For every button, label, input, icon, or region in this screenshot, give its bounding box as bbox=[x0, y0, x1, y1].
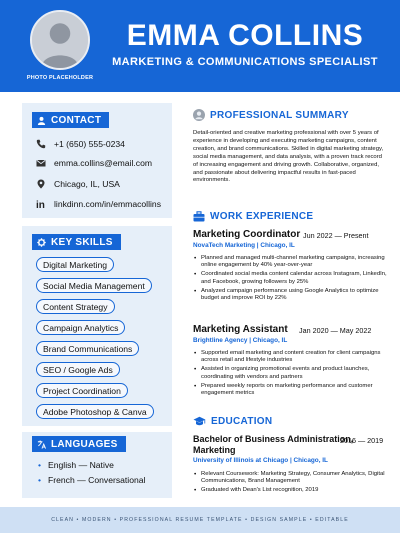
job-company: Brightline Agency | Chicago, IL bbox=[193, 337, 288, 344]
phone-icon bbox=[36, 139, 46, 149]
skill-tag: Campaign Analytics bbox=[36, 320, 125, 335]
user-icon bbox=[37, 116, 46, 125]
footer-text: CLEAN • MODERN • PROFESSIONAL RESUME TEMPLATE • DESIGN SAMPLE • EDITABLE bbox=[51, 517, 349, 523]
degree-line-1: Bachelor of Business Administration, bbox=[193, 434, 354, 444]
education-bullets bbox=[193, 471, 388, 496]
experience-heading bbox=[193, 211, 313, 222]
candidate-title: MARKETING & COMMUNICATIONS SPECIALIST bbox=[112, 56, 378, 68]
mail-icon bbox=[36, 158, 46, 168]
linkedin-icon bbox=[36, 199, 46, 209]
photo-placeholder bbox=[30, 10, 90, 70]
contact-heading bbox=[32, 112, 109, 128]
contact-heading-label: CONTACT bbox=[51, 114, 102, 126]
job-title: Marketing Assistant bbox=[193, 324, 288, 335]
language-item: • English — Native bbox=[38, 460, 114, 470]
education-heading bbox=[193, 416, 272, 427]
job-title: Marketing Coordinator bbox=[193, 229, 301, 240]
skill-tag: Adobe Photoshop & Canva bbox=[36, 404, 154, 419]
list-item: • Assisted in organizing promotional events and product launches, coordinating with vendors and partners bbox=[193, 366, 388, 381]
list-item: • Supported email marketing and content creation for client campaigns across retail and lifestyle industries bbox=[193, 350, 388, 365]
language-item: • French — Conversational bbox=[38, 475, 145, 485]
education-dates: 2016 — 2019 bbox=[340, 436, 384, 445]
location-text: Chicago, IL, USA bbox=[54, 179, 120, 189]
job-bullets bbox=[193, 350, 388, 399]
experience-heading-label: WORK EXPERIENCE bbox=[210, 211, 314, 222]
candidate-name: EMMA COLLINS bbox=[126, 19, 364, 52]
list-item: • Planned and managed multi-channel marketing campaigns, increasing online engagement by 40% year-over-year bbox=[193, 255, 388, 270]
list-item: • Relevant Coursework: Marketing Strategy, Consumer Analytics, Digital Communications, Brand Management bbox=[193, 471, 388, 486]
skill-tag: Digital Marketing bbox=[36, 257, 114, 272]
svg-text:in: in bbox=[36, 200, 45, 209]
contact-email[interactable] bbox=[36, 158, 152, 168]
languages-section bbox=[22, 432, 172, 498]
phone-text: +1 (650) 555-0234 bbox=[54, 139, 125, 149]
school-name: University of Illinois at Chicago | Chicago, IL bbox=[193, 457, 328, 464]
skill-tag: SEO / Google Ads bbox=[36, 362, 120, 377]
job-dates: Jun 2022 — Present bbox=[303, 231, 369, 240]
summary-heading bbox=[193, 109, 349, 121]
location-pin-icon bbox=[36, 179, 46, 189]
list-item: • Analyzed campaign performance using Google Analytics to optimize budget and improve ROI by 22% bbox=[193, 288, 388, 303]
contact-section bbox=[22, 103, 172, 218]
gear-icon bbox=[37, 238, 46, 247]
email-text[interactable]: emma.collins@email.com bbox=[54, 158, 153, 168]
translate-icon bbox=[37, 440, 46, 449]
skill-tag: Project Coordination bbox=[36, 383, 128, 398]
photo-label: PHOTO PLACEHOLDER bbox=[26, 75, 94, 81]
degree-line-2: Marketing bbox=[193, 445, 236, 455]
languages-heading-label: LANGUAGES bbox=[51, 438, 118, 450]
contact-location bbox=[36, 179, 120, 189]
linkedin-text[interactable]: linkdinn.com/in/emmacollins bbox=[54, 199, 161, 209]
footer-strip bbox=[0, 507, 400, 533]
job-company: NovaTech Marketing | Chicago, IL bbox=[193, 242, 295, 249]
graduation-cap-icon bbox=[193, 416, 206, 427]
profile-avatar-icon bbox=[193, 109, 205, 121]
skill-tag: Social Media Management bbox=[36, 278, 152, 293]
education-heading-label: EDUCATION bbox=[211, 416, 273, 427]
list-item: • Prepared weekly reports on marketing performance and customer engagement metrics bbox=[193, 383, 388, 398]
skill-tag: Brand Communications bbox=[36, 341, 139, 356]
job-dates: Jan 2020 — May 2022 bbox=[299, 326, 372, 335]
person-silhouette-icon bbox=[32, 12, 88, 68]
languages-heading bbox=[32, 436, 126, 452]
resume-header bbox=[0, 0, 400, 92]
contact-phone bbox=[36, 139, 125, 149]
summary-text: Detail-oriented and creative marketing professional with over 5 years of experience in developing and executing marketing campaigns, content creation, and brand communications. Skilled in digital marketing strategy, social media management, and data analysis, with a proven track record of increasing engagement and driving growth. Collaborative, organized, and passionate about delivering impactful results in fast-paced environments. bbox=[193, 130, 384, 184]
summary-heading-label: PROFESSIONAL SUMMARY bbox=[210, 109, 349, 121]
contact-linkedin[interactable] bbox=[36, 199, 161, 209]
list-item: • Graduated with Dean's List recognition, 2019 bbox=[193, 487, 388, 494]
skills-heading bbox=[32, 234, 121, 250]
briefcase-icon bbox=[193, 211, 205, 222]
job-bullets bbox=[193, 255, 388, 304]
skill-tag: Content Strategy bbox=[36, 299, 115, 314]
skills-section bbox=[22, 226, 172, 426]
list-item: • Coordinated social media content calendar across Instagram, LinkedIn, and Facebook, growing followers by 25% bbox=[193, 271, 388, 286]
skills-heading-label: KEY SKILLS bbox=[51, 236, 113, 248]
